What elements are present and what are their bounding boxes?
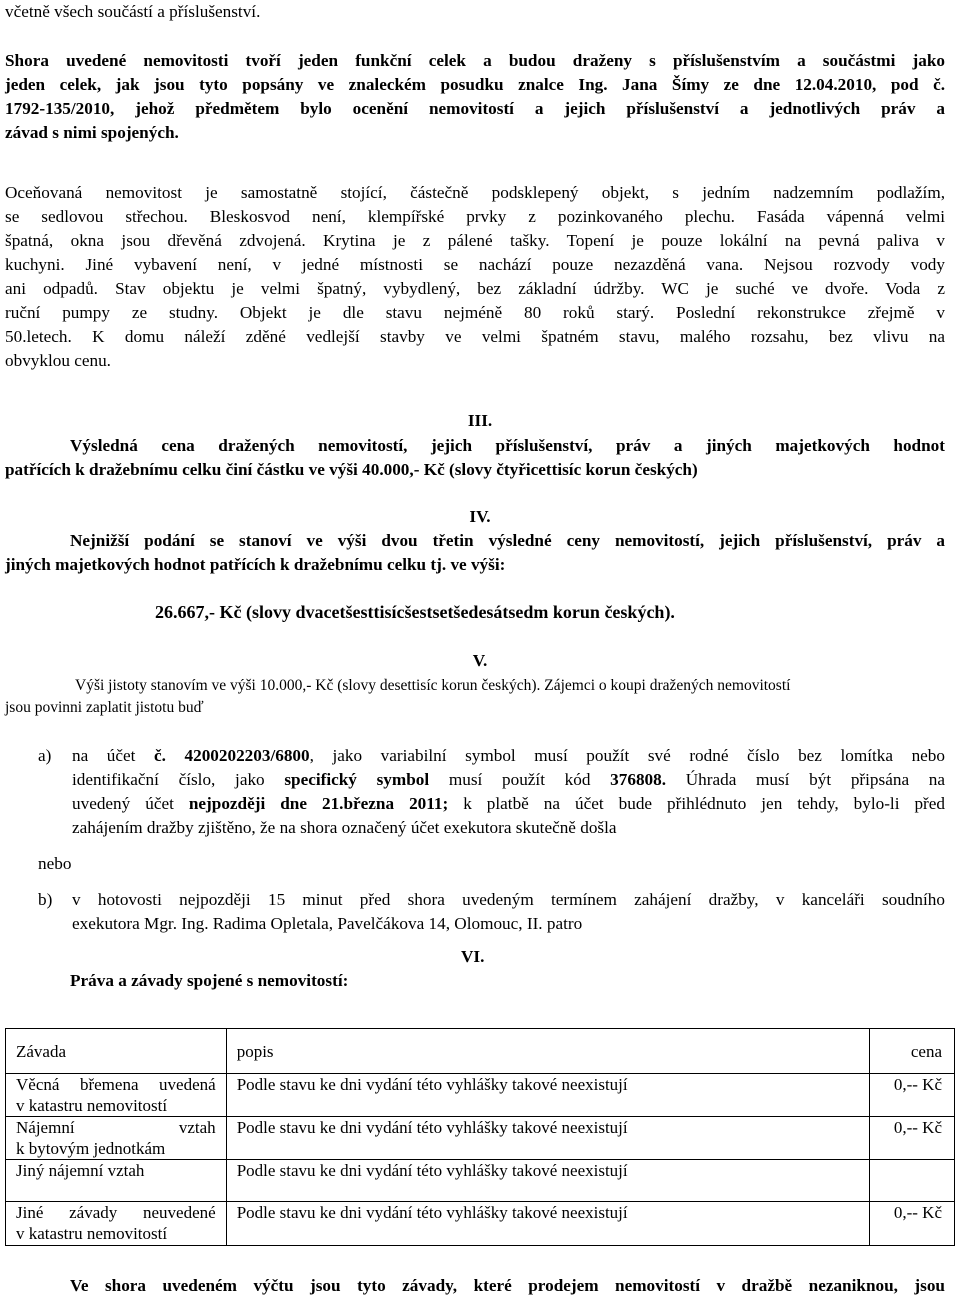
- table-row: [6, 1160, 955, 1202]
- row-name-line: Věcná břemena uvedená: [16, 1075, 216, 1094]
- table-row: [6, 1117, 955, 1160]
- description-line: obvyklou cenu.: [5, 351, 111, 370]
- text: k platbě na účet bude přihlédnuto jen tehdy, bylo-li před: [448, 794, 946, 813]
- deadline-date: března 2011;: [343, 794, 449, 813]
- row-name-line: Nájemní vztah: [16, 1118, 216, 1137]
- row-name-line: v katastru nemovitostí: [16, 1224, 168, 1243]
- paragraph-line: 1792-135/2010, jehož předmětem bylo ocenění nemovitostí a jejich příslušenství a jednotlivých práv a: [5, 99, 945, 118]
- encumbrances-table: [5, 1028, 955, 1246]
- item-b-line: v hotovosti nejpozději 15 minut před shora uvedeným termínem zahájení dražby, v kanceláři soudního: [72, 890, 945, 909]
- deposit-line: Výši jistoty stanovím ve výši 10.000,- Kč (slovy desettisíc korun českých). Zájemci o koupi dražených nemovitostí: [75, 677, 791, 694]
- description-line: ani odpadů. Stav objektu je velmi špatný, vybydlený, bez základní údržby. WC je suché ve dvoře. Voda z: [5, 279, 945, 298]
- header-zavada: Závada: [6, 1029, 227, 1074]
- section-vi-subheading: Práva a závady spojené s nemovitostí:: [70, 971, 349, 990]
- row-name: [6, 1074, 227, 1117]
- table-row: [6, 1074, 955, 1117]
- row-cena: 0,-- Kč: [869, 1074, 954, 1117]
- row-name: [6, 1117, 227, 1160]
- item-a-line: [72, 768, 945, 792]
- text: Úhrada musí být připsána na: [666, 770, 946, 789]
- item-label-a: a): [38, 746, 52, 765]
- section-heading-v: V.: [472, 651, 488, 670]
- paragraph-line: jeden celek, jak jsou tyto popsány ve znaleckém posudku znalce Ing. Jana Šímy ze dne 12.04.2010, pod č.: [5, 75, 945, 94]
- text: musí použít kód: [429, 770, 611, 789]
- row-popis: Podle stavu ke dni vydání této vyhlášky takové neexistují: [226, 1074, 869, 1117]
- row-cena: 0,-- Kč: [869, 1117, 954, 1160]
- row-cena: [869, 1160, 954, 1202]
- item-a-line: [72, 744, 945, 768]
- description-line: 50.letech. K domu náleží zděné vedlejší stavby ve velmi špatném stavu, malého rozsahu, bez vlivu na: [5, 327, 945, 346]
- table-row: [6, 1202, 955, 1246]
- item-b-line: exekutora Mgr. Ing. Radima Opletala, Pavelčákova 14, Olomouc, II. patro: [72, 914, 583, 933]
- intro-text: včetně všech součástí a příslušenství.: [5, 2, 261, 21]
- table-header-row: [6, 1029, 955, 1074]
- section-heading-iv: IV.: [469, 507, 491, 526]
- description-line: špatná, okna jsou dřevěná zdvojená. Krytina je z pálené tašky. Topení je pouze lokální na pevná paliva v: [5, 231, 945, 250]
- description-line: ruční pumpy ze studny. Objekt je dle stavu nejméně 80 roků starý. Poslední rekonstrukce zřejmě v: [5, 303, 945, 322]
- specific-symbol-label: specifický symbol: [284, 770, 430, 789]
- row-popis: Podle stavu ke dni vydání této vyhlášky takové neexistují: [226, 1160, 869, 1202]
- row-name: [6, 1160, 227, 1202]
- item-label-b: b): [38, 890, 53, 909]
- item-a-line: [72, 792, 945, 816]
- section-iv-line: jiných majetkových hodnot patřících k dražebnímu celku tj. ve výši:: [5, 555, 506, 574]
- nebo-text: nebo: [38, 854, 72, 873]
- specific-symbol-code: 376808.: [610, 770, 667, 789]
- lowest-bid-amount: 26.667,- Kč (slovy dvacetšesttisícšestsetšedesátsedm korun českých).: [155, 602, 675, 622]
- paragraph-line: Shora uvedené nemovitosti tvoří jeden funkční celek a budou draženy s příslušenstvím a součástmi jako: [5, 51, 945, 70]
- text: na účet: [72, 746, 155, 765]
- row-name-line: Jiný nájemní vztah: [16, 1161, 145, 1180]
- row-name-line: k bytovým jednotkám: [16, 1139, 166, 1158]
- deadline: nejpozději dne 21.: [188, 794, 344, 813]
- row-name-line: v katastru nemovitostí: [16, 1096, 168, 1115]
- row-cena: 0,-- Kč: [869, 1202, 954, 1246]
- section-heading-vi: VI.: [461, 947, 485, 966]
- footer-line: Ve shora uvedeném výčtu jsou tyto závady, které prodejem nemovitostí v dražbě nezaniknou, jsou: [70, 1276, 945, 1295]
- section-heading-iii: III.: [467, 411, 493, 430]
- row-popis: Podle stavu ke dni vydání této vyhlášky takové neexistují: [226, 1202, 869, 1246]
- text: uvedený účet: [72, 794, 189, 813]
- deposit-line: jsou povinni zaplatit jistotu buď: [5, 699, 204, 716]
- header-cena: cena: [869, 1029, 954, 1074]
- item-a-line: zahájením dražby zjištěno, že na shora označený účet exekutora skutečně došla: [72, 818, 617, 837]
- section-iv-line: Nejnižší podání se stanoví ve výši dvou třetin výsledné ceny nemovitostí, jejich příslušenství, práv a: [70, 531, 945, 550]
- account-number: č. 4200202203/6800: [154, 746, 310, 765]
- row-name: [6, 1202, 227, 1246]
- description-line: Oceňovaná nemovitost je samostatně stojící, částečně podsklepený objekt, s jedním nadzemním podlažím,: [5, 183, 945, 202]
- text: identifikační číslo, jako: [72, 770, 285, 789]
- row-popis: Podle stavu ke dni vydání této vyhlášky takové neexistují: [226, 1117, 869, 1160]
- row-name-line: Jiné závady neuvedené: [16, 1203, 216, 1222]
- description-line: se sedlovou střechou. Bleskosvod není, klempířské prvky z pozinkovaného plechu. Fasáda vápenná velmi: [5, 207, 945, 226]
- section-iii-line: Výsledná cena dražených nemovitostí, jejich příslušenství, práv a jiných majetkových hodnot: [70, 436, 945, 455]
- paragraph-line: závad s nimi spojených.: [5, 123, 179, 142]
- description-line: kuchyni. Jiné vybavení není, v jedné místnosti se nachází pouze nezazděná vana. Nejsou rozvody vody: [5, 255, 945, 274]
- section-iii-line: patřících k dražebnímu celku činí částku ve výši 40.000,- Kč (slovy čtyřicettisíc korun českých): [5, 460, 698, 479]
- text: , jako variabilní symbol musí použít své rodné číslo bez lomítka nebo: [309, 746, 945, 765]
- header-popis: popis: [226, 1029, 869, 1074]
